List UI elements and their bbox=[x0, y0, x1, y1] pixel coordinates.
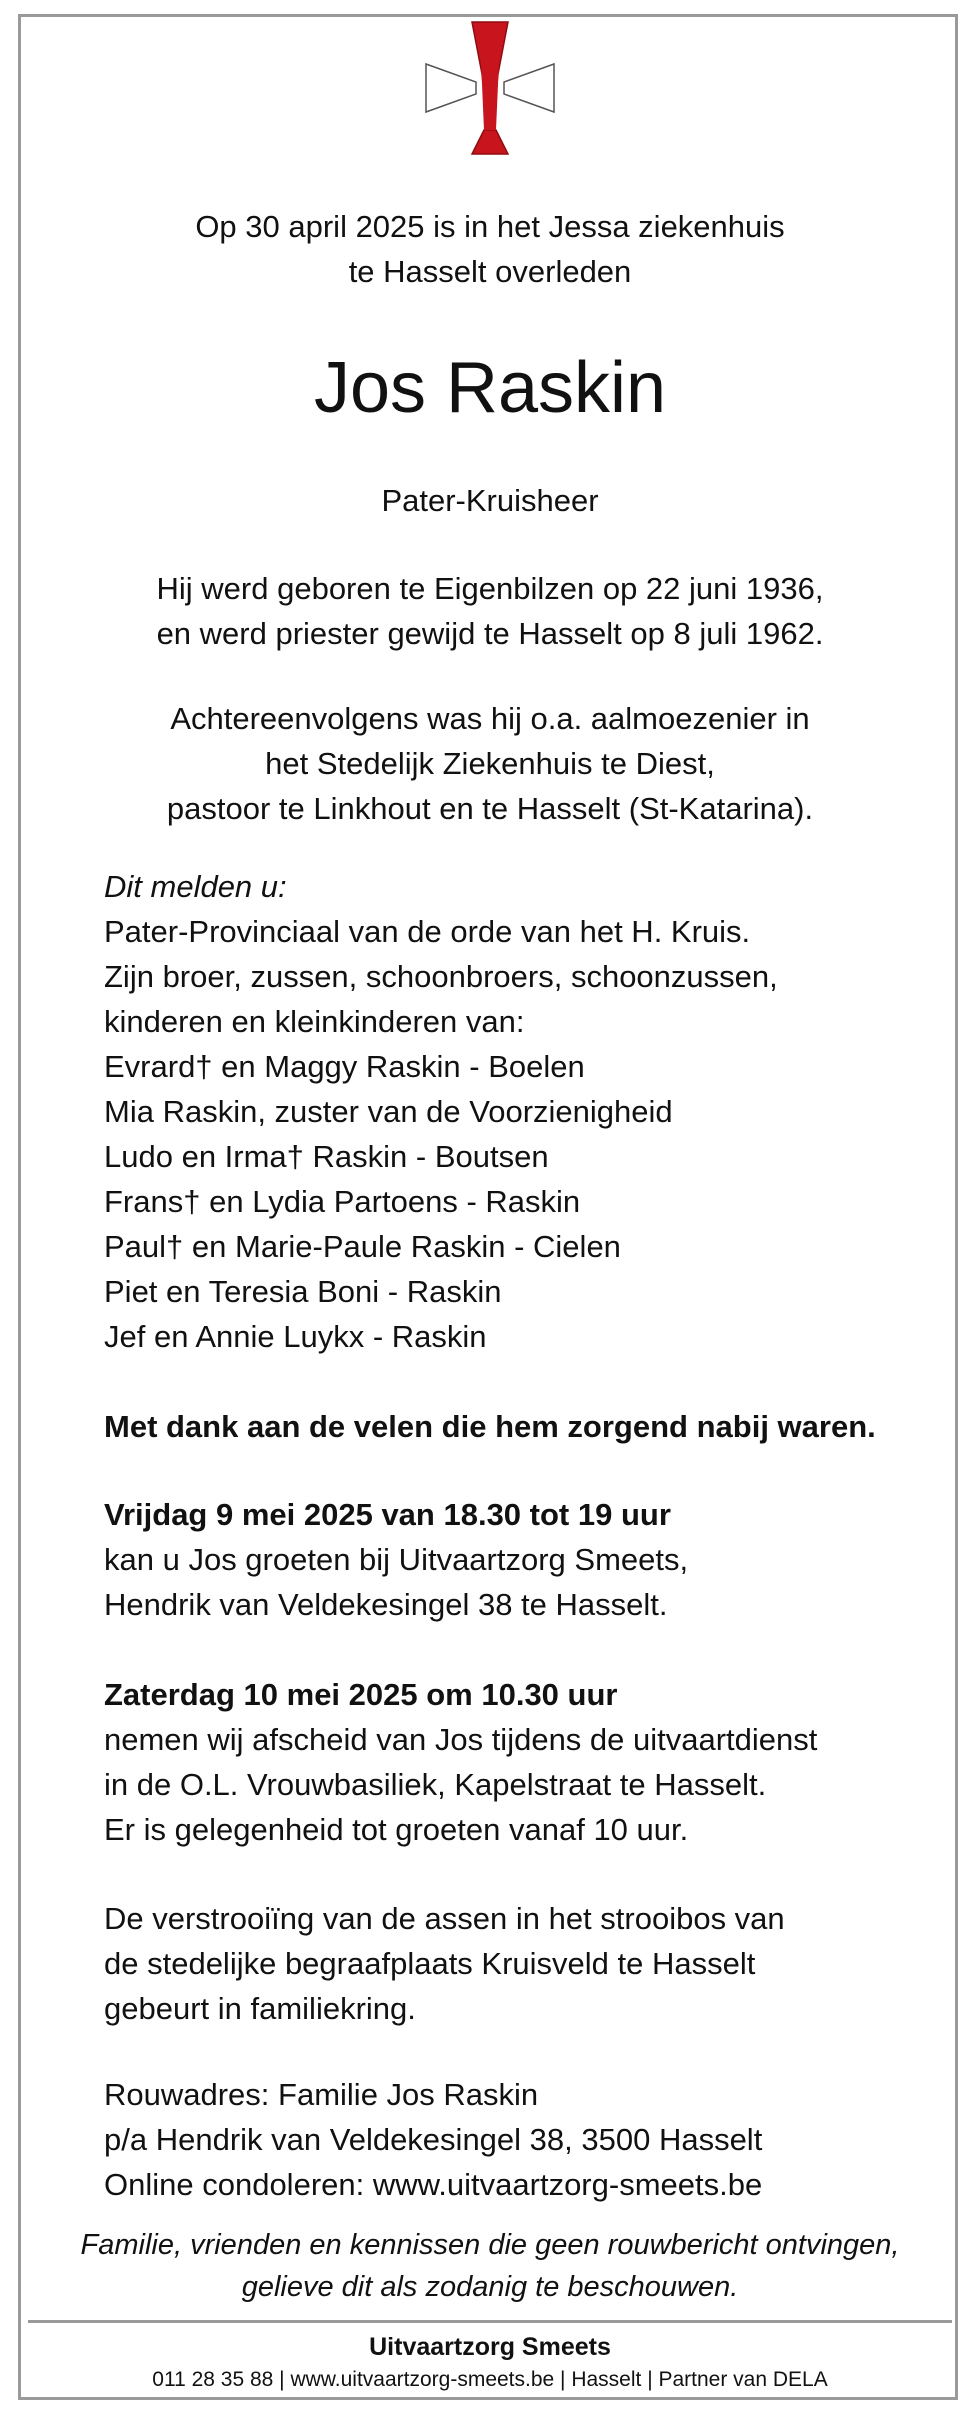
address-block bbox=[104, 2072, 954, 2207]
address-line: p/a Hendrik van Veldekesingel 38, 3500 Hasselt bbox=[104, 2122, 763, 2157]
thanks-text: Met dank aan de velen die hem zorgend nabij waren. bbox=[104, 1409, 876, 1444]
scattering-line: De verstrooiïng van de assen in het strooibos van bbox=[104, 1901, 785, 1936]
funeral-home-name: Uitvaartzorg Smeets bbox=[369, 2333, 611, 2361]
condolence-link[interactable]: Online condoleren: www.uitvaartzorg-smeets.be bbox=[104, 2167, 763, 2202]
funeral-block bbox=[104, 1672, 954, 1852]
announcement-line: kinderen en kleinkinderen van: bbox=[104, 1004, 525, 1039]
deceased-title: Pater-Kruisheer bbox=[381, 483, 599, 518]
birth-text bbox=[0, 566, 980, 656]
birth-line: Hij werd geboren te Eigenbilzen op 22 juni 1936, bbox=[156, 571, 824, 606]
announcement-heading: Dit melden u: bbox=[104, 869, 287, 904]
notice-text bbox=[0, 2224, 980, 2308]
address-line: Rouwadres: Familie Jos Raskin bbox=[104, 2077, 539, 2112]
intro-line: te Hasselt overleden bbox=[348, 254, 632, 289]
announcement-block bbox=[104, 864, 954, 1359]
visitation-heading: Vrijdag 9 mei 2025 van 18.30 tot 19 uur bbox=[104, 1497, 671, 1532]
family-line: Evrard† en Maggy Raskin - Boelen bbox=[104, 1049, 585, 1084]
family-line: Ludo en Irma† Raskin - Boutsen bbox=[104, 1139, 549, 1174]
scattering-line: gebeurt in familiekring. bbox=[104, 1991, 416, 2026]
funeral-line: nemen wij afscheid van Jos tijdens de uitvaartdienst bbox=[104, 1722, 818, 1757]
deceased-name: Jos Raskin bbox=[313, 348, 667, 428]
visitation-line: kan u Jos groeten bij Uitvaartzorg Smeets, bbox=[104, 1542, 689, 1577]
funeral-heading: Zaterdag 10 mei 2025 om 10.30 uur bbox=[104, 1677, 618, 1712]
family-line: Piet en Teresia Boni - Raskin bbox=[104, 1274, 502, 1309]
career-text bbox=[0, 696, 980, 831]
notice-line: Familie, vrienden en kennissen die geen rouwbericht ontvingen, bbox=[80, 2229, 900, 2261]
birth-line: en werd priester gewijd te Hasselt op 8 juli 1962. bbox=[156, 616, 824, 651]
announcement-line: Pater-Provinciaal van de orde van het H. Kruis. bbox=[104, 914, 751, 949]
intro-text bbox=[0, 204, 980, 294]
visitation-block bbox=[104, 1492, 954, 1627]
funeral-home-info: 011 28 35 88 | www.uitvaartzorg-smeets.be | Hasselt | Partner van DELA bbox=[152, 2368, 828, 2391]
career-line: pastoor te Linkhout en te Hasselt (St-Katarina). bbox=[166, 791, 814, 826]
family-line: Mia Raskin, zuster van de Voorzienigheid bbox=[104, 1094, 673, 1129]
visitation-line: Hendrik van Veldekesingel 38 te Hasselt. bbox=[104, 1587, 668, 1622]
scattering-line: de stedelijke begraafplaats Kruisveld te Hasselt bbox=[104, 1946, 756, 1981]
notice-line: gelieve dit als zodanig te beschouwen. bbox=[241, 2271, 739, 2303]
intro-line: Op 30 april 2025 is in het Jessa ziekenhuis bbox=[195, 209, 785, 244]
footer-divider bbox=[28, 2320, 952, 2323]
funeral-line: Er is gelegenheid tot groeten vanaf 10 uur. bbox=[104, 1812, 689, 1847]
announcement-line: Zijn broer, zussen, schoonbroers, schoonzussen, bbox=[104, 959, 778, 994]
funeral-line: in de O.L. Vrouwbasiliek, Kapelstraat te Hasselt. bbox=[104, 1767, 767, 1802]
family-line: Frans† en Lydia Partoens - Raskin bbox=[104, 1184, 581, 1219]
career-line: Achtereenvolgens was hij o.a. aalmoezenier in bbox=[170, 701, 810, 736]
career-line: het Stedelijk Ziekenhuis te Diest, bbox=[265, 746, 715, 781]
family-line: Jef en Annie Luykx - Raskin bbox=[104, 1319, 487, 1354]
scattering-block bbox=[104, 1896, 954, 2031]
cross-pattee-icon bbox=[420, 18, 560, 158]
family-line: Paul† en Marie-Paule Raskin - Cielen bbox=[104, 1229, 621, 1264]
